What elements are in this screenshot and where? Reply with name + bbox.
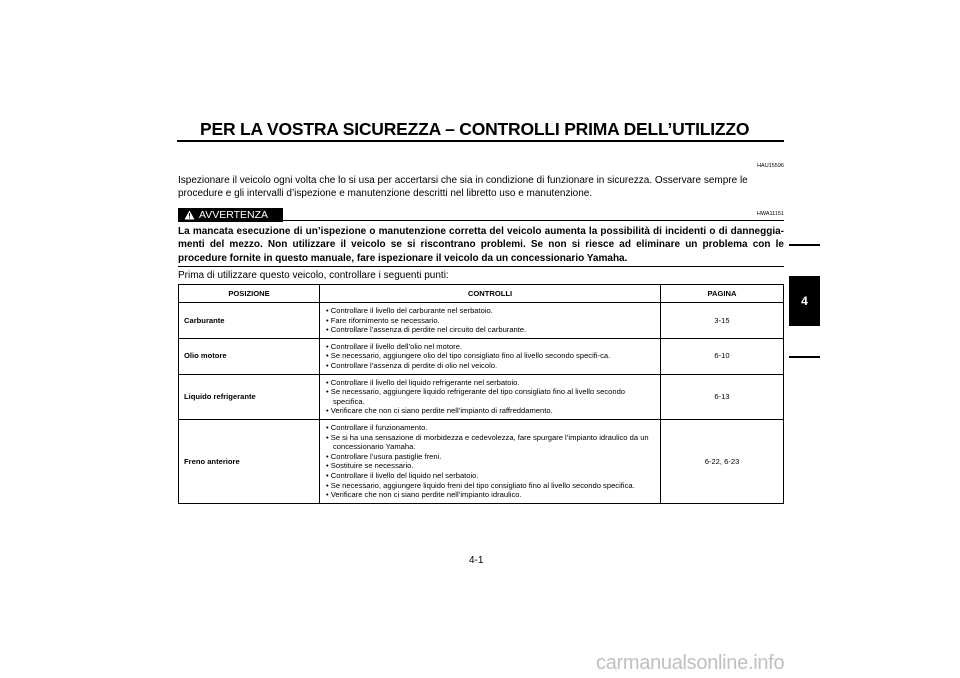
cell-page: 6-13 (661, 374, 784, 419)
list-item: • Sostituire se necessario. (326, 461, 656, 471)
cell-position: Olio motore (179, 338, 320, 374)
checks-table (178, 284, 784, 504)
chapter-tab-top-rule (789, 244, 820, 246)
cell-position: Carburante (179, 303, 320, 339)
table-row (179, 419, 784, 503)
list-item: • Se si ha una sensazione di morbidezza e cedevolezza, fare spurgare l’impianto idraulico da un concessionario Yamaha. (326, 433, 656, 452)
table-row (179, 374, 784, 419)
list-item: • Verificare che non ci siano perdite nell’impianto idraulico. (326, 490, 656, 500)
header-page: PAGINA (661, 285, 784, 303)
chapter-tab: 4 (789, 276, 820, 326)
list-item: • Verificare che non ci siano perdite nell’impianto di raffreddamento. (326, 406, 656, 416)
list-item: • Controllare il funzionamento. (326, 423, 656, 433)
cell-position: Liquido refrigerante (179, 374, 320, 419)
cell-position: Freno anteriore (179, 419, 320, 503)
list-item: • Controllare il livello del liquido refrigerante nel serbatoio. (326, 378, 656, 388)
header-position: POSIZIONE (179, 285, 320, 303)
warning-bottom-rule (178, 266, 784, 267)
cell-checks (320, 374, 661, 419)
table-row (179, 338, 784, 374)
list-item: • Controllare il livello dell’olio nel motore. (326, 342, 656, 352)
checks-list (326, 342, 656, 371)
lead-text: Prima di utilizzare questo veicolo, controllare i seguenti punti: (178, 270, 449, 281)
header-checks: CONTROLLI (320, 285, 661, 303)
page-number: 4-1 (469, 555, 484, 566)
list-item: • Se necessario, aggiungere liquido freni del tipo consigliato fino al livello secondo specifica. (326, 481, 656, 491)
list-item: • Controllare il livello del liquido nel serbatoio. (326, 471, 656, 481)
intro-paragraph: Ispezionare il veicolo ogni volta che lo si usa per accertarsi che sia in condizione di funzionare in sicurezza. Osservare sempre le procedure e gli intervalli d’ispezione e manutenzione descritti nel libretto uso e manutenzione. (178, 175, 748, 199)
watermark: carmanualsonline.info (596, 652, 785, 674)
checks-list (326, 306, 656, 335)
chapter-tab-bottom-rule (789, 356, 820, 358)
list-item: • Controllare l’usura pastiglie freni. (326, 452, 656, 462)
cell-checks (320, 338, 661, 374)
warning-rule (283, 220, 784, 221)
title-rule (177, 140, 784, 142)
warning-text: La mancata esecuzione di un’ispezione o manutenzione corretta del veicolo aumenta la possibilità di incidenti o di danneggia-menti del mezzo. Non utilizzare il veicolo se si riscontrano problemi. Se non si riesce ad eliminare un problema con le procedure fornite in questo manuale, fare ispezionare il veicolo da un concessionario Yamaha. (178, 226, 784, 264)
list-item: • Controllare l’assenza di perdite di olio nel veicolo. (326, 361, 656, 371)
list-item: • Se necessario, aggiungere liquido refrigerante del tipo consigliato fino al livello secondo specifica. (326, 387, 656, 406)
warning-badge (178, 208, 283, 222)
checks-list (326, 423, 656, 500)
list-item: • Controllare l’assenza di perdite nel circuito del carburante. (326, 325, 656, 335)
cell-page: 3-15 (661, 303, 784, 339)
warning-label: AVVERTENZA (199, 209, 269, 221)
warning-triangle-icon (184, 210, 195, 220)
cell-checks (320, 419, 661, 503)
page-title: PER LA VOSTRA SICUREZZA – CONTROLLI PRIMA DELL’UTILIZZO (200, 119, 750, 139)
cell-checks (320, 303, 661, 339)
cell-page: 6-10 (661, 338, 784, 374)
intro-code: HAU15596 (757, 163, 784, 169)
warning-code: HWA11151 (756, 211, 784, 217)
list-item: • Fare rifornimento se necessario. (326, 316, 656, 326)
list-item: • Controllare il livello del carburante nel serbatoio. (326, 306, 656, 316)
checks-list (326, 378, 656, 416)
table-header-row (179, 285, 784, 303)
list-item: • Se necessario, aggiungere olio del tipo consigliato fino al livello secondo specifi-ca. (326, 351, 656, 361)
cell-page: 6-22, 6-23 (661, 419, 784, 503)
table-row (179, 303, 784, 339)
